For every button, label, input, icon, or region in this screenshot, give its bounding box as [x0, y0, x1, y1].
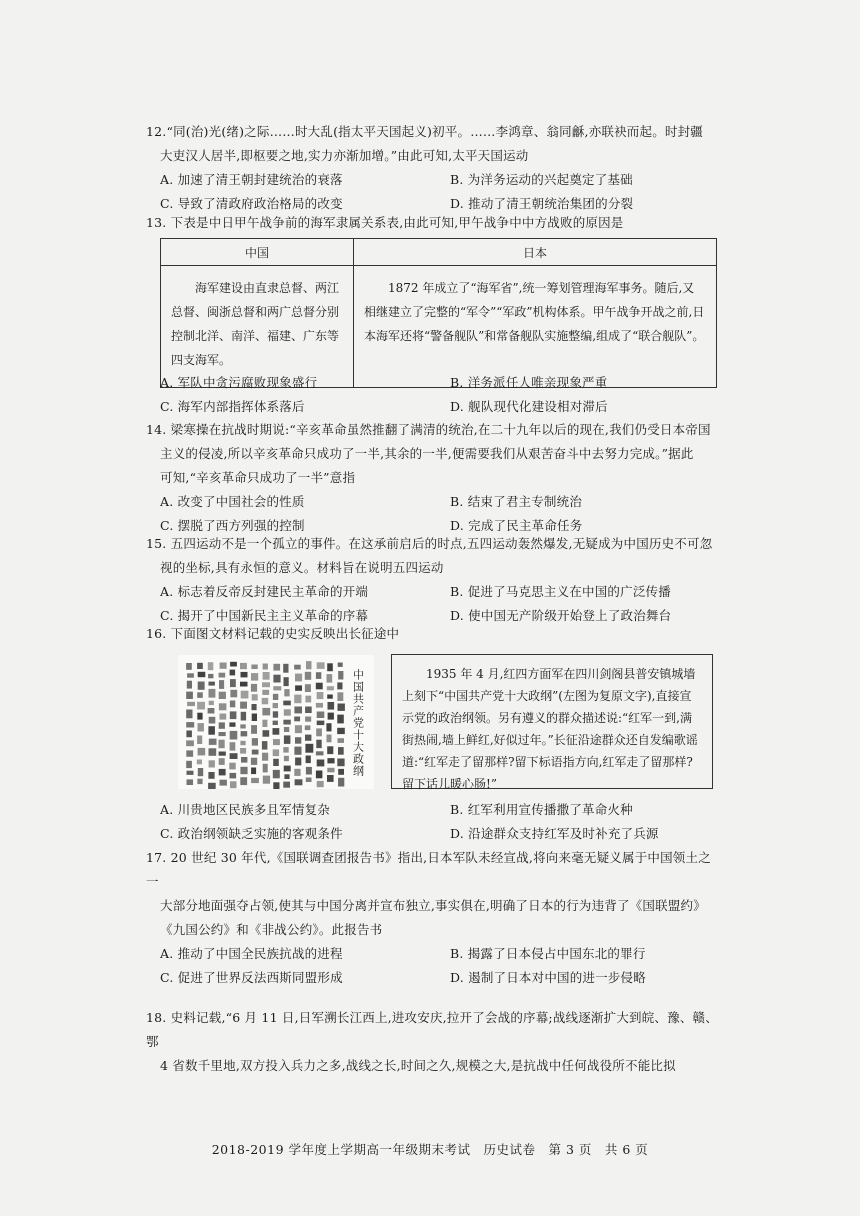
table-header-china: 中国: [161, 239, 354, 266]
option-b[interactable]: B. 洋务派任人唯亲现象严重: [450, 375, 608, 390]
table-cell-china: 海军建设由直隶总督、两江总督、闽浙总督和两广总督分别控制北洋、南洋、福建、广东等四支海军。: [161, 266, 354, 388]
question-15-stem-line-1: 15. 五四运动不是一个孤立的事件。在这承前启后的时点,五四运动轰然爆发,无疑成为中国历史不可忽: [146, 536, 713, 551]
question-15: [146, 532, 718, 628]
option-a[interactable]: A. 军队中贪污腐败现象盛行: [160, 375, 318, 390]
question-14-stem-line-2: 主义的侵凌,所以辛亥革命只成功了一半,其余的一半,便需要我们从艰苦奋斗中去努力完成。”据此: [160, 446, 694, 461]
option-c[interactable]: C. 揭开了中国新民主主义革命的序幕: [160, 608, 369, 623]
question-16: [146, 622, 718, 646]
option-d[interactable]: D. 遏制了日本对中国的进一步侵略: [450, 970, 646, 985]
question-14-options: [146, 490, 718, 538]
option-c[interactable]: C. 政治纲领缺乏实施的客观条件: [160, 826, 343, 841]
option-c[interactable]: C. 海军内部指挥体系落后: [160, 399, 305, 414]
slogan-inscription-image: [178, 655, 374, 789]
question-13-options-wrap: [146, 371, 718, 419]
option-b[interactable]: B. 促进了马克思主义在中国的广泛传播: [450, 584, 671, 599]
option-d[interactable]: D. 推动了清王朝统治集团的分裂: [450, 196, 634, 211]
question-17-stem-line-3: 《九国公约》和《非战公约》。此报告书: [160, 922, 383, 937]
question-12-options: [146, 168, 718, 216]
question-18-stem-line-1: 18. 史料记载,“6 月 11 日,日军溯长江西上,进攻安庆,拉开了会战的序幕;战线逐渐扩大到皖、豫、赣、鄂: [146, 1010, 718, 1049]
option-d[interactable]: D. 沿途群众支持红军及时补充了兵源: [450, 826, 659, 841]
option-a[interactable]: A. 加速了清王朝封建统治的衰落: [160, 172, 343, 187]
option-a[interactable]: A. 推动了中国全民族抗战的进程: [160, 946, 343, 961]
question-18: [146, 1006, 718, 1078]
question-16-material: 1935 年 4 月,红四方面军在四川剑阁县普安镇城墙上刻下“中国共产党十大政纲”(左图为复原文字),直接宣示党的政治纲领。另有遵义的群众描述说:“红军一到,满街热闹,墙上鲜红,好似过年。”长征沿途群众还自发编歌谣道:“红军走了留那样?留下标语指方向,红军走了留那样?留下话儿暖心肠!”: [402, 667, 698, 791]
question-17: [146, 846, 718, 990]
option-d[interactable]: D. 完成了民主革命任务: [450, 518, 583, 533]
table-cell-japan: 1872 年成立了“海军省”,统一筹划管理海军事务。随后,又相继建立了完整的“军令”“军政”机构体系。甲午战争开战之前,日本海军还将“警备舰队”和常备舰队实施整编,组成了“联合舰队”。: [354, 266, 717, 388]
option-d[interactable]: D. 使中国无产阶级开始登上了政治舞台: [450, 608, 672, 623]
question-12-stem-line-2: 大吏汉人居半,即枢要之地,实力亦渐加增。”由此可知,太平天国运动: [160, 148, 529, 163]
option-b[interactable]: B. 揭露了日本侵占中国东北的罪行: [450, 946, 646, 961]
option-d[interactable]: D. 舰队现代化建设相对滞后: [450, 399, 608, 414]
question-15-options: [146, 580, 718, 628]
question-13: [146, 211, 718, 235]
question-13-options: [146, 371, 718, 419]
question-13-stem: 13. 下表是中日甲午战争前的海军隶属关系表,由此可知,甲午战争中中方战败的原因是: [146, 215, 624, 230]
option-c[interactable]: C. 摆脱了西方列强的控制: [160, 518, 305, 533]
question-16-options: [146, 798, 718, 846]
question-16-stem: 16. 下面图文材料记载的史实反映出长征途中: [146, 626, 400, 641]
option-b[interactable]: B. 结束了君主专制统治: [450, 494, 583, 509]
option-c[interactable]: C. 促进了世界反法西斯同盟形成: [160, 970, 343, 985]
question-17-stem-line-2: 大部分地面强夺占领,使其与中国分离并宣布独立,事实俱在,明确了日本的行为违背了《国联盟约》: [160, 898, 706, 913]
question-14-stem-line-3: 可知,“辛亥革命只成功了一半”意指: [160, 470, 356, 485]
navy-comparison-table: [160, 238, 717, 388]
option-a[interactable]: A. 标志着反帝反封建民主革命的开端: [160, 584, 369, 599]
inscription-columns: [178, 655, 374, 789]
question-16-options-wrap: [146, 798, 718, 846]
question-12: [146, 120, 718, 216]
question-14: [146, 418, 718, 538]
option-c[interactable]: C. 导致了清政府政治格局的改变: [160, 196, 343, 211]
page-footer: 2018-2019 学年度上学期高一年级期末考试 历史试卷 第 3 页 共 6 页: [211, 1142, 649, 1157]
question-18-stem-line-2: 4 省数千里地,双方投入兵力之多,战线之长,时间之久,规模之大,是抗战中任何战役所不能比拟: [160, 1058, 676, 1073]
option-a[interactable]: A. 改变了中国社会的性质: [160, 494, 305, 509]
question-17-options: [146, 942, 718, 990]
question-16-material-box: [391, 654, 713, 789]
option-b[interactable]: B. 红军利用宣传播撒了革命火种: [450, 802, 633, 817]
question-14-stem-line-1: 14. 梁寒操在抗战时期说:“辛亥革命虽然推翻了满清的统治,在二十九年以后的现在,我们仍受日本帝国: [146, 422, 711, 437]
option-b[interactable]: B. 为洋务运动的兴起奠定了基础: [450, 172, 633, 187]
question-12-stem-line-1: 12.“同(治)光(绪)之际……时大乱(指太平天国起义)初平。……李鸿章、翁同龢,亦联袂而起。时封疆: [146, 124, 704, 139]
option-a[interactable]: A. 川贵地区民族多且军情复杂: [160, 802, 330, 817]
inscription-title: 中国共产党十大政纲: [351, 669, 365, 777]
question-17-stem-line-1: 17. 20 世纪 30 年代,《国联调查团报告书》指出,日本军队未经宣战,将向来毫无疑义属于中国领土之一: [146, 850, 711, 889]
question-15-stem-line-2: 视的坐标,具有永恒的意义。材料旨在说明五四运动: [160, 560, 444, 575]
table-header-japan: 日本: [354, 239, 717, 266]
